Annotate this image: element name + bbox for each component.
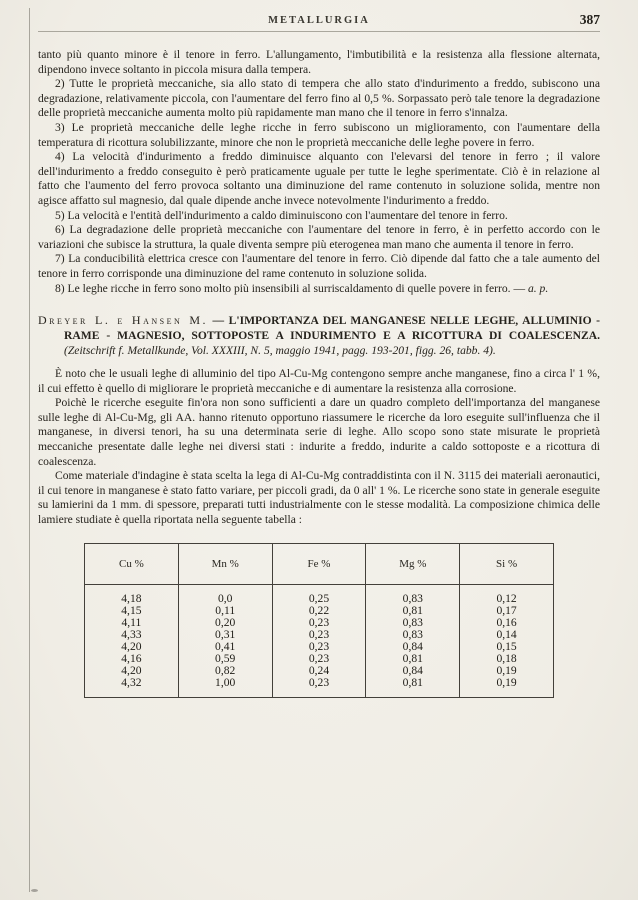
abstract-paragraph-2: Poichè le ricerche eseguite fin'ora non sono sufficienti a dare un quadro completo dell'importanza del manganese sulle leghe di Al-Cu-Mg, gli AA. hanno ritenuto opportuno riassumere le ricerche da loro eseguite sull'influenza che il manganese, in diversi tenori, ha su una determinata serie di leghe. Allo scopo sono state misurate le proprietà meccaniche presentate dalle leghe nei diversi stati : indurite a freddo, indurite a caldo sottoposte e a ricottura di coalescenza. xyxy=(38,396,600,468)
page-content xyxy=(38,48,600,698)
table-cell: 0,25 xyxy=(272,585,366,605)
table-cell: 0,83 xyxy=(366,585,460,605)
table-cell: 4,15 xyxy=(121,604,142,618)
table-cell: 4,33 xyxy=(121,627,142,641)
table-cell: 4,11 xyxy=(121,616,142,630)
table-cell: 0,19 xyxy=(460,665,554,677)
column-header-mg: Mg % xyxy=(366,543,460,585)
abstract-paragraph-3: Come materiale d'indagine è stata scelta la lega di Al-Cu-Mg contraddistinta con il N. 3115 dei materiali aeronautici, il cui tenore in manganese è stato fatto variare, per piccoli gradi, da 0 all' 1 %. Le ricerche sono state in generale eseguite su lamierini da 1 mm. di spessore, preparati tutti industrialmente con le stesse modalità. La composizione chimica delle lamiere studiate è quella riportata nella seguente tabella : xyxy=(38,469,600,527)
numbered-point-5: 5) La velocità e l'entità dell'indurimento a caldo diminuiscono con l'aumentare del tenore in ferro. xyxy=(55,208,508,222)
table-cell: 0,17 xyxy=(460,605,554,617)
column-header-fe: Fe % xyxy=(272,543,366,585)
article-authors: Dreyer L. e Hansen M. xyxy=(38,313,209,328)
journal-title: METALLURGIA xyxy=(268,15,370,26)
table-row xyxy=(85,641,554,653)
table-cell: 0,81 xyxy=(366,653,460,665)
table-head xyxy=(85,543,554,585)
table-cell: 0,19 xyxy=(460,677,554,698)
scan-margin-line xyxy=(29,8,30,892)
table-cell: 0,23 xyxy=(272,653,366,665)
table-cell: 4,20 xyxy=(121,639,142,653)
numbered-point-6: 6) La degradazione delle proprietà meccaniche con l'aumentare del tenore in ferro, è in perfetto accordo con le variazioni che subisce la struttura, la quale diventa sempre più eterogenea man mano che aumenta il tenore in ferro. xyxy=(38,223,600,251)
table-cell: 0,23 xyxy=(272,641,366,653)
table-cell: 0,81 xyxy=(366,605,460,617)
table-cell: 0,84 xyxy=(366,665,460,677)
table-row xyxy=(85,653,554,665)
numbered-point-4: 4) La velocità d'indurimento a freddo diminuisce alquanto con l'elevarsi del tenore in ferro ; il valore dell'indurimento a freddo conseguito è però praticamente uguale per tutte le leghe sperimentate. Ciò è in relazione al fatto che l'aumento del ferro provoca soltanto una diminuzione del rame contenuto in soluzione solida, mentre non agisce affatto sul magnesio, dal quale dipende anche invece notevolmente l'indurimento a freddo. xyxy=(38,150,600,207)
table-row xyxy=(85,665,554,677)
table-cell: 0,16 xyxy=(460,617,554,629)
reviewer-initials: a. p. xyxy=(527,281,549,295)
table-cell: 0,11 xyxy=(178,605,272,617)
table-cell: 4,32 xyxy=(121,675,142,689)
table-cell: 0,59 xyxy=(178,653,272,665)
point-text: 8) Le leghe ricche in ferro sono molto più insensibili al surriscaldamento di quelle povere in ferro. — xyxy=(55,281,528,295)
table-cell: 0,81 xyxy=(366,677,460,698)
table-cell: 0,22 xyxy=(272,605,366,617)
table-cell: 0,23 xyxy=(272,677,366,698)
abstract-paragraph-1: È noto che le usuali leghe di alluminio del tipo Al-Cu-Mg contengono sempre anche manganese, fino a circa l' 1 %, il cui effetto è quello di migliorare le proprietà meccaniche e di aumentare la resistenza alla corrosione. xyxy=(38,367,600,395)
column-header-mn: Mn % xyxy=(178,543,272,585)
table-row xyxy=(85,677,554,698)
numbered-point-7: 7) La conducibilità elettrica cresce con l'aumentare del tenore in ferro. Ciò dipende dal fatto che a tale aumento del tenore in ferro corrisponde una diminuzione del rame contenuto in soluzione solida. xyxy=(38,252,600,280)
table-cell: 0,83 xyxy=(366,617,460,629)
table-cell: 0,12 xyxy=(460,585,554,605)
article-heading xyxy=(38,313,600,358)
article-citation: (Zeitschrift f. Metallkunde, Vol. XXXIII, N. 5, maggio 1941, pagg. 193-201, figg. 26, tabb. 4). xyxy=(64,344,496,358)
table-header-row xyxy=(85,543,554,585)
column-header-cu: Cu % xyxy=(85,543,179,585)
table-body xyxy=(85,585,554,698)
table-cell: 1,00 xyxy=(178,677,272,698)
numbered-point-2: 2) Tutte le proprietà meccaniche, sia allo stato di tempera che allo stato d'indurimento a freddo, subiscono una degradazione, relativamente piccola, con l'aumentare del ferro fino al 0,5 %. Sorpassato però tale tenore la degradazione delle proprietà meccaniche aumenta molto più rapidamente man mano che il tenore in ferro s'innalza. xyxy=(38,77,600,120)
article-title: — L'IMPORTANZA DEL MANGANESE NELLE LEGHE, ALLUMINIO - RAME - MAGNESIO, SOTTOPOSTE A INDURIMENTO E A RICOTTURA DI COALESCENZA. xyxy=(64,314,601,343)
table-cell: 0,41 xyxy=(178,641,272,653)
table-cell: 0,24 xyxy=(272,665,366,677)
table-cell: 0,31 xyxy=(178,629,272,641)
table-cell: 0,14 xyxy=(460,629,554,641)
table-cell: 0,15 xyxy=(460,641,554,653)
scan-smudge xyxy=(31,889,38,892)
column-header-si: Si % xyxy=(460,543,554,585)
numbered-point-8 xyxy=(38,282,600,297)
page-number: 387 xyxy=(579,12,600,27)
table-cell: 0,83 xyxy=(366,629,460,641)
table-cell: 0,0 xyxy=(178,585,272,605)
table-cell: 4,16 xyxy=(121,651,142,665)
table-cell: 4,20 xyxy=(121,663,142,677)
table-cell: 0,18 xyxy=(460,653,554,665)
table-row xyxy=(85,585,554,605)
table-cell: 4,18 xyxy=(121,592,142,606)
numbered-point-3: 3) Le proprietà meccaniche delle leghe ricche in ferro subiscono un miglioramento, con l'aumentare della temperatura di ricottura solubilizzante, minore che non le proprietà meccaniche delle leghe povere in ferro. xyxy=(38,120,600,149)
composition-table xyxy=(84,543,554,699)
table-cell: 0,82 xyxy=(178,665,272,677)
page-header xyxy=(38,12,600,32)
table-cell: 0,23 xyxy=(272,617,366,629)
table-cell: 0,84 xyxy=(366,641,460,653)
paragraph-continuation: tanto più quanto minore è il tenore in ferro. L'allungamento, l'imbutibilità e la resistenza alla flessione alternata, dipendono invece soltanto in piccola misura dalla tempera. xyxy=(38,48,600,76)
table-cell: 0,20 xyxy=(178,617,272,629)
table-cell: 0,23 xyxy=(272,629,366,641)
